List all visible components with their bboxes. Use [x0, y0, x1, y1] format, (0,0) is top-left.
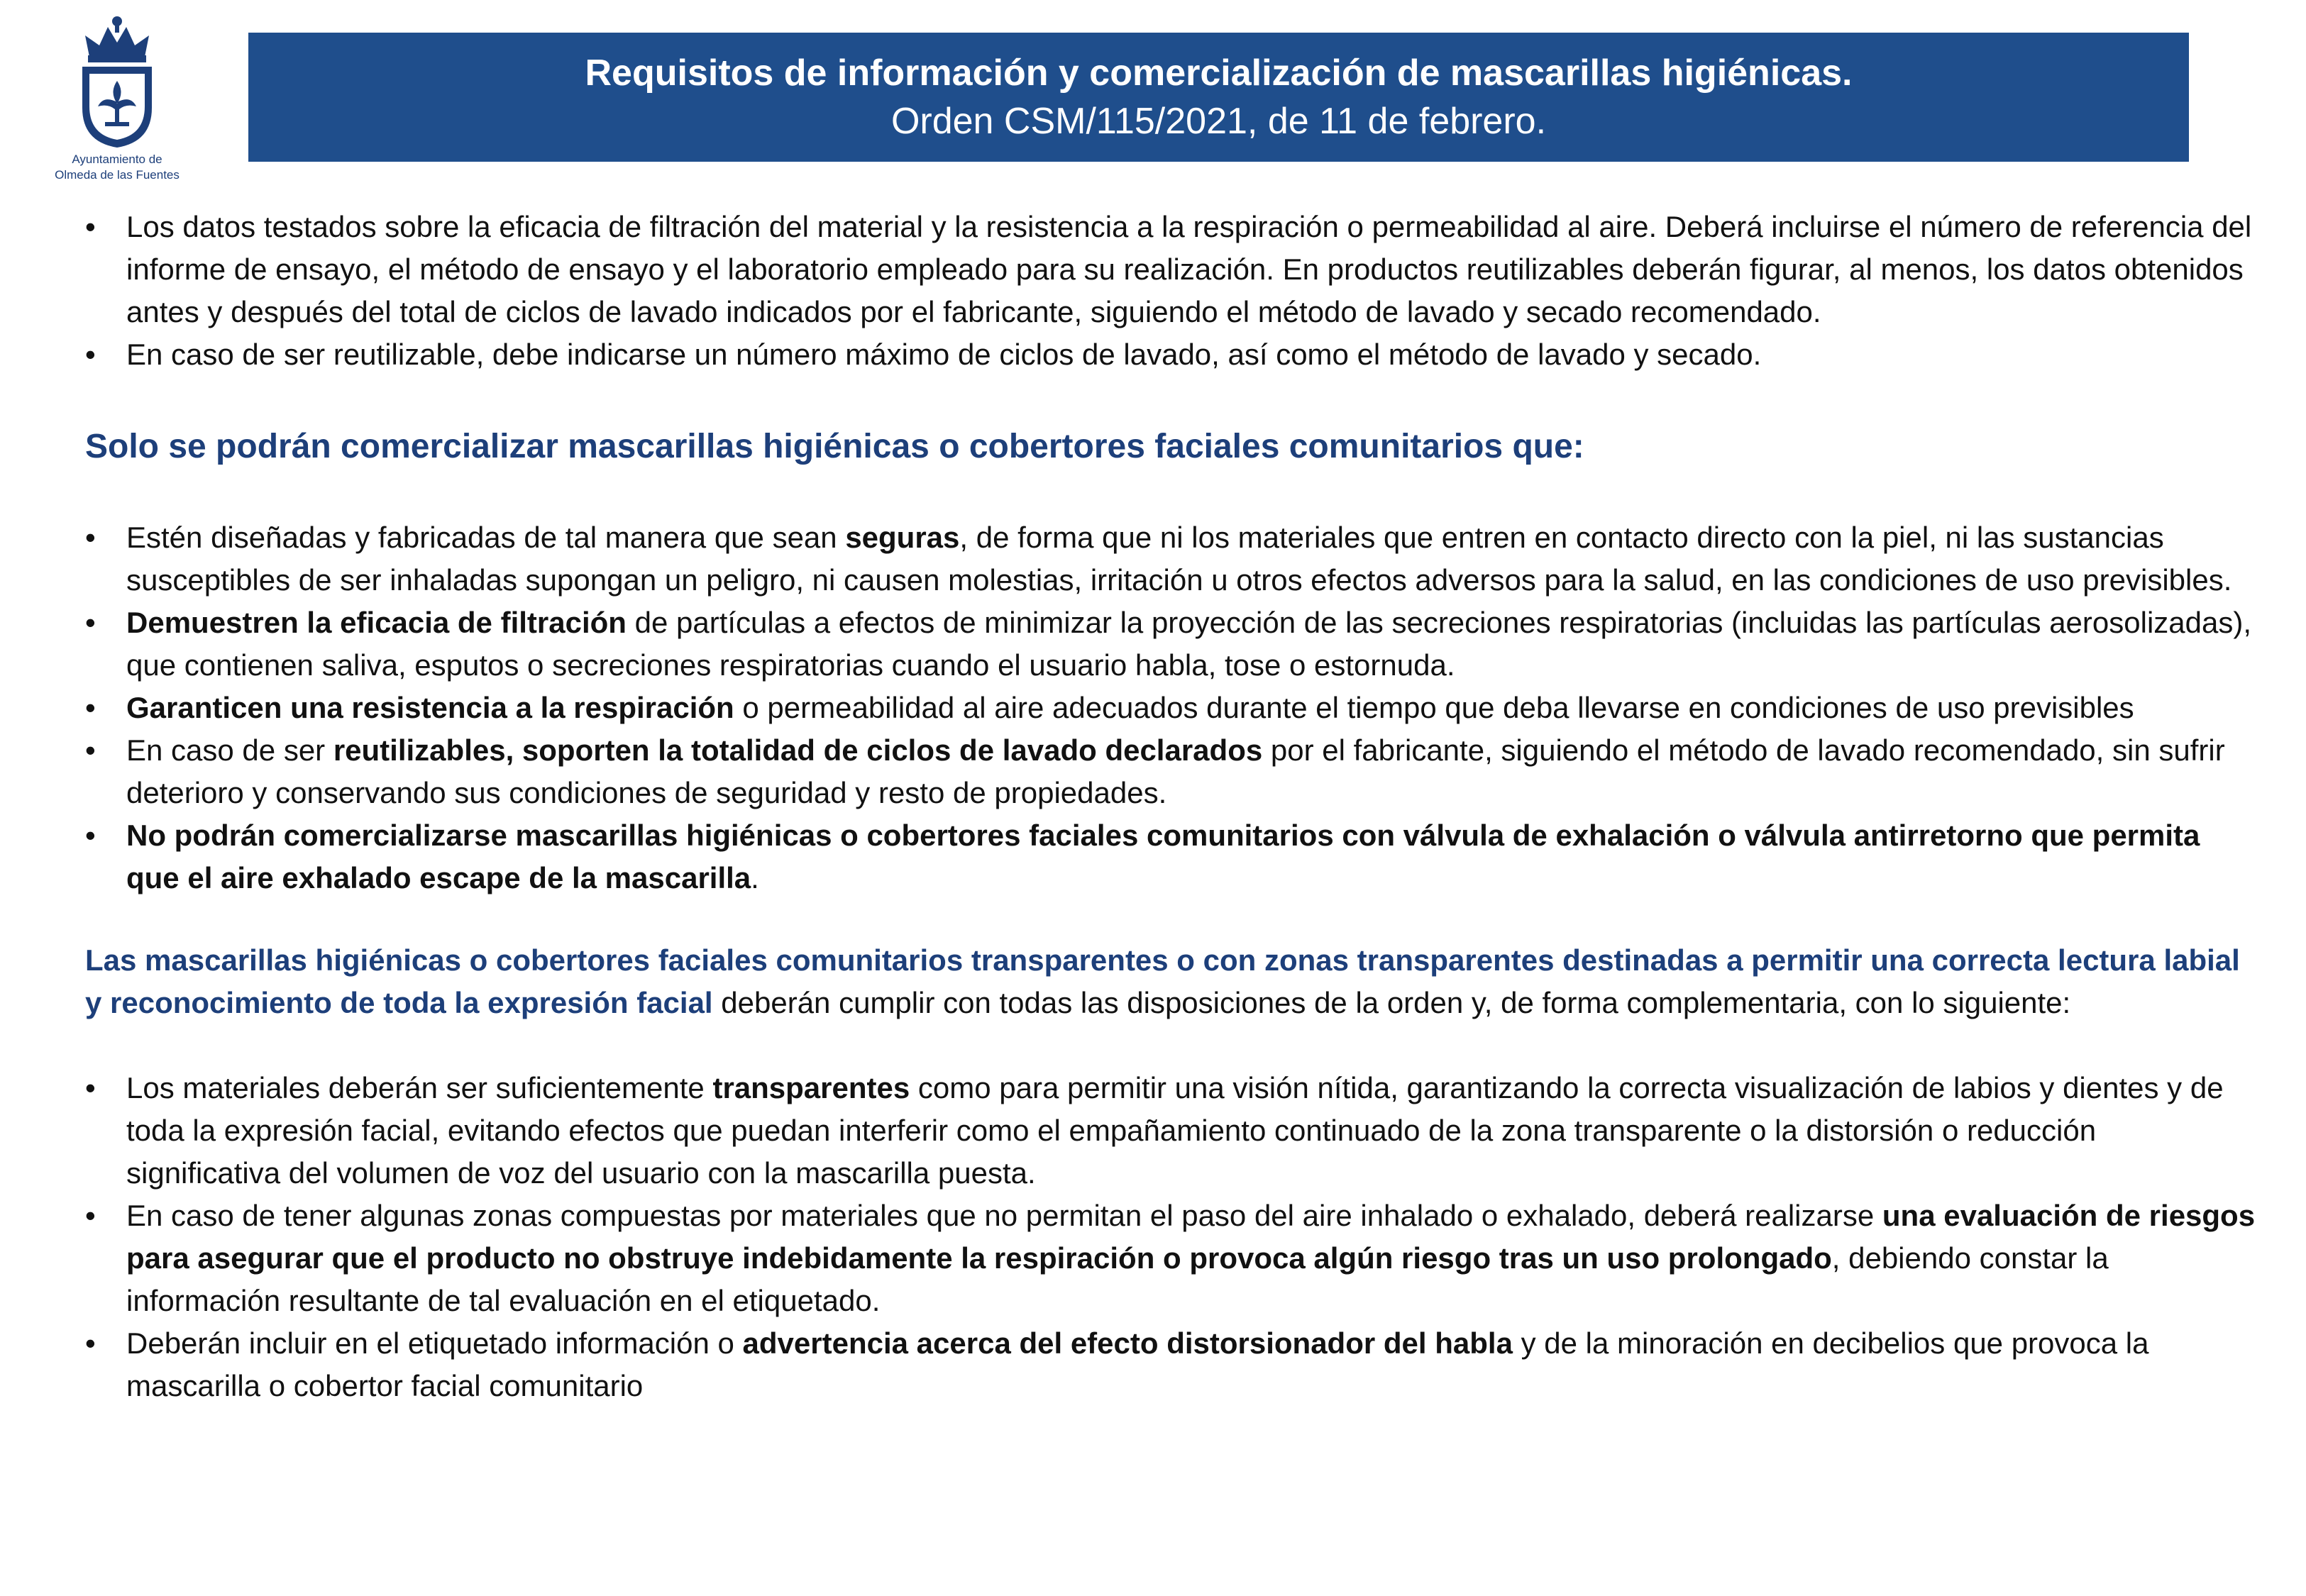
commercialization-conditions-list — [85, 516, 2256, 899]
intro-text: deberán cumplir con todas las disposiciones de la orden y, de forma complementaria, con lo siguiente: — [712, 986, 2071, 1019]
item-text: , debiendo constar la información resultante de tal evaluación en el etiquetado. — [126, 1241, 2109, 1317]
item-text: como para permitir una visión nítida, garantizando la correcta visualización de labios y dientes y de toda la expresión facial, evitando efectos que puedan interferir como el empañamiento continuado de la zona transparente o la distorsión o reducción significativa del volumen de voz del usuario con la mascarilla puesta. — [126, 1071, 2224, 1190]
item-text: por el fabricante, siguiendo el método de lavado recomendado, sin sufrir deterioro y conservando sus condiciones de seguridad y resto de propiedades. — [126, 733, 2225, 809]
info-requirements-list — [85, 206, 2256, 376]
logo-text-line2: Olmeda de las Fuentes — [55, 168, 180, 182]
item-text: Estén diseñadas y fabricadas de tal manera que sean — [126, 521, 846, 554]
item-bold-text: No podrán comercializarse mascarillas higiénicas o cobertores faciales comunitarios con válvula de exhalación o válvula antirretorno que permita que el aire exhalado escape de la mascarilla — [126, 819, 2200, 894]
transparent-masks-list — [85, 1067, 2256, 1407]
item-bold-text: advertencia acerca del efecto distorsionador del habla — [742, 1326, 1513, 1360]
page-title: Requisitos de información y comercialización de mascarillas higiénicas. — [585, 52, 1853, 94]
item-text: o permeabilidad al aire adecuados durante el tiempo que deba llevarse en condiciones de uso previsibles — [734, 691, 2134, 724]
intro-highlight: Las mascarillas higiénicas o cobertores faciales comunitarios transparentes o con zonas transparentes destinadas a permitir una correcta lectura labial y reconocimiento de toda la expresión facial — [85, 943, 2240, 1019]
list-item — [85, 516, 2256, 602]
municipal-logo — [28, 16, 206, 193]
item-text: Deberán incluir en el etiquetado información o — [126, 1326, 743, 1360]
section-heading: Solo se podrán comercializar mascarillas higiénicas o cobertores faciales comunitarios que: — [85, 428, 1584, 465]
logo-text-line1: Ayuntamiento de — [72, 153, 162, 166]
list-item — [85, 1067, 2256, 1195]
list-item: • Los datos testados sobre la eficacia de filtración del material y la resistencia a la respiración o permeabilidad al aire. Deberá incluirse el número de referencia del informe de ensayo, el método de ensayo y el laboratorio empleado para su realización. En productos reutilizables deberán figurar, al menos, los datos obtenidos antes y después del total de ciclos de lavado indicados por el fabricante, siguiendo el método de lavado y secado recomendado. — [85, 206, 2256, 333]
list-item — [85, 602, 2256, 687]
list-item: • En caso de ser reutilizable, debe indicarse un número máximo de ciclos de lavado, así como el método de lavado y secado. — [85, 333, 2256, 376]
item-text: . — [751, 861, 759, 894]
item-text: En caso de ser — [126, 733, 333, 767]
list-item — [85, 814, 2256, 899]
item-bold-text: Demuestren la eficacia de filtración — [126, 606, 627, 639]
header-banner — [248, 33, 2189, 162]
list-item — [85, 729, 2256, 814]
list-item — [85, 1322, 2256, 1407]
item-bold-text: seguras — [845, 521, 960, 554]
item-bold-text: Garanticen una resistencia a la respiración — [126, 691, 734, 724]
item-bold-text: una evaluación de riesgos para asegurar que el producto no obstruye indebidamente la respiración o provoca algún riesgo tras un uso prolongado — [126, 1199, 2256, 1275]
item-text: de partículas a efectos de minimizar la proyección de las secreciones respiratorias (incluidas las partículas aerosolizadas), que contienen saliva, esputos o secreciones respiratorias cuando el usuario habla, tose o estornuda. — [126, 606, 2252, 682]
item-bold-text: reutilizables, soporten la totalidad de ciclos de lavado declarados — [333, 733, 1263, 767]
document-body — [85, 206, 2256, 1407]
item-text: En caso de tener algunas zonas compuestas por materiales que no permitan el paso del aire inhalado o exhalado, deberá realizarse — [126, 1199, 1882, 1232]
list-item — [85, 1195, 2256, 1322]
page-subtitle: Orden CSM/115/2021, de 11 de febrero. — [890, 101, 1547, 142]
coat-of-arms-icon — [75, 16, 159, 149]
transparent-masks-intro — [85, 939, 2256, 1024]
item-text: , de forma que ni los materiales que entren en contacto directo con la piel, ni las sustancias susceptibles de ser inhaladas supongan un peligro, ni causen molestias, irritación u otros efectos adversos para la salud, en las condiciones de uso previsibles. — [126, 521, 2232, 597]
item-bold-text: transparentes — [712, 1071, 910, 1104]
item-text: Los materiales deberán ser suficientemente — [126, 1071, 713, 1104]
list-item — [85, 687, 2256, 729]
item-text: y de la minoración en decibelios que provoca la mascarilla o cobertor facial comunitario — [126, 1326, 2149, 1402]
